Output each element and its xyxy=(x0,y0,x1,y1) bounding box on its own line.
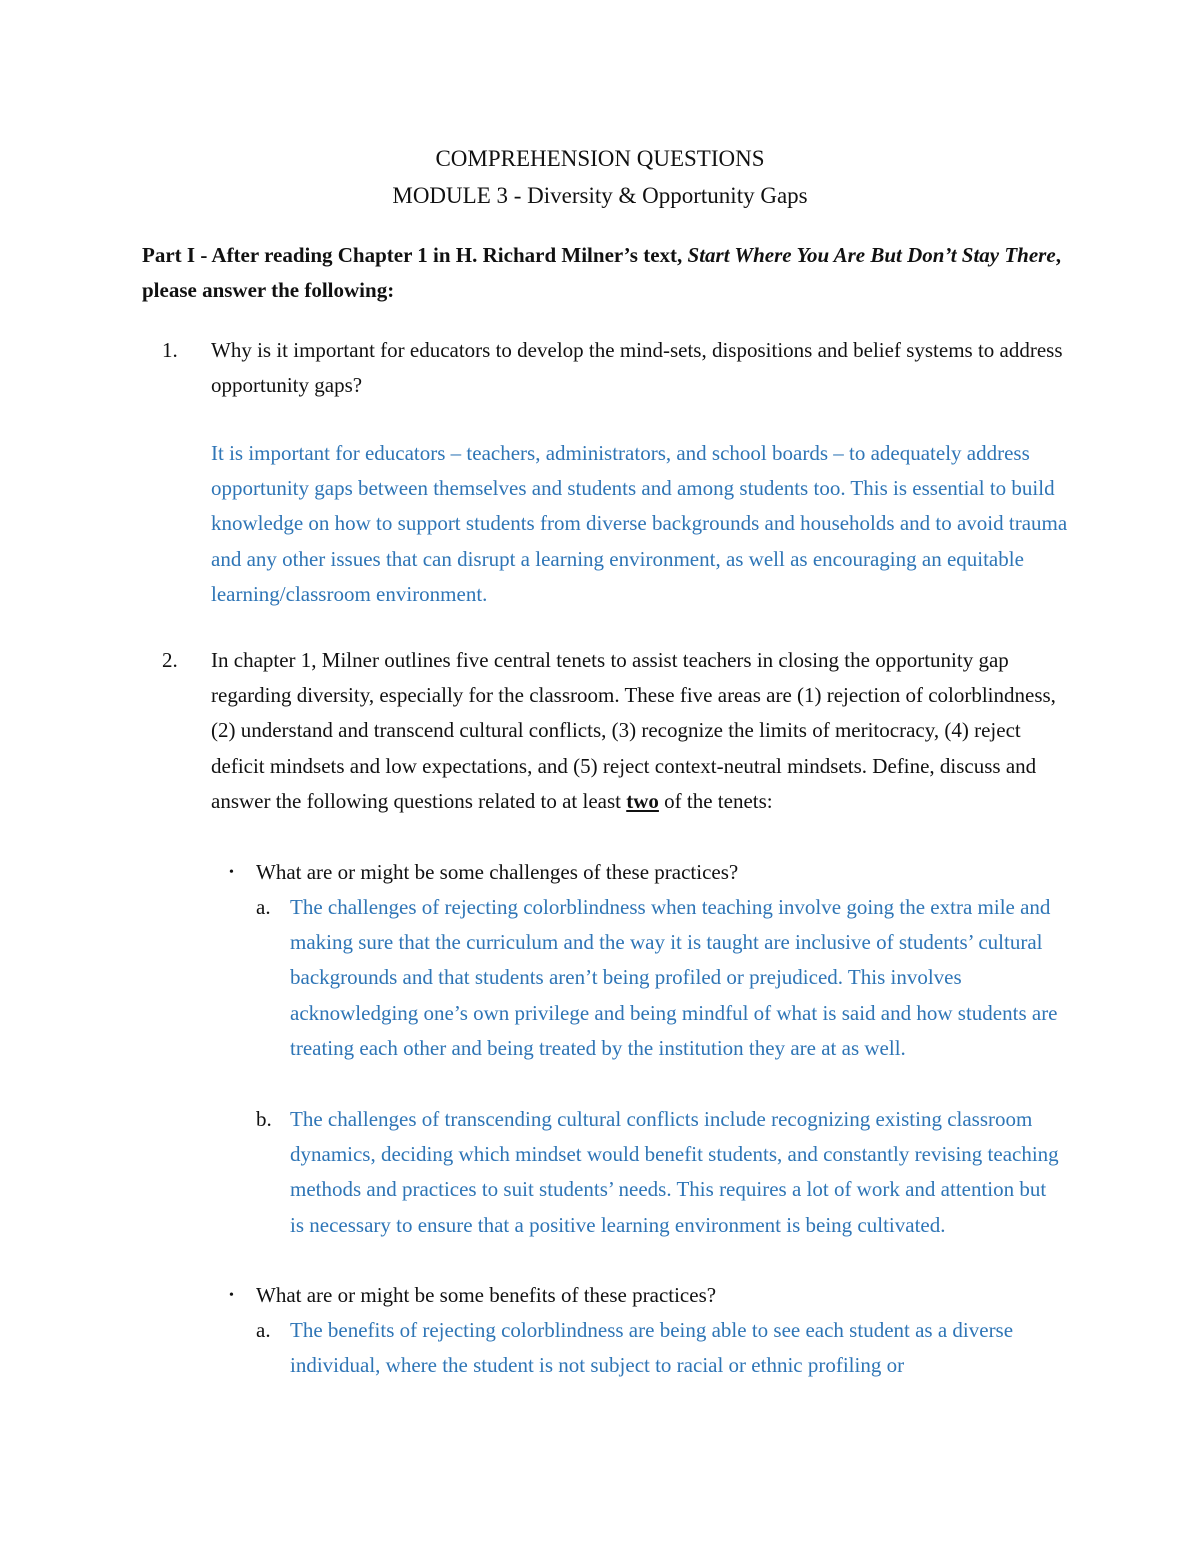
challenges-a-label: a. xyxy=(256,895,271,919)
question-1-text: Why is it important for educators to develop the mind-sets, dispositions and belief systems to address opportunity gaps? xyxy=(211,338,1063,398)
bullet-marker: • xyxy=(229,865,234,880)
document-title: COMPREHENSION QUESTIONS xyxy=(435,146,765,171)
challenges-a-answer: The challenges of rejecting colorblindness when teaching involve going the extra mile and making sure that the curriculum and the way it is taught are inclusive of students’ cultural backgrounds and that students aren’t being profiled or prejudiced. This involves acknowledging one’s own privilege and being mindful of what is said and how students are treating each other and being treated by the institution they are at as well. xyxy=(290,895,1058,1060)
question-2-number: 2. xyxy=(162,648,178,672)
benefits-prompt: What are or might be some benefits of these practices? xyxy=(256,1283,717,1307)
question-1-number: 1. xyxy=(162,338,178,362)
challenges-prompt: What are or might be some challenges of these practices? xyxy=(256,860,739,884)
challenges-b-label: b. xyxy=(256,1107,272,1131)
question-1-answer: It is important for educators – teachers, administrators, and school boards – to adequately address opportunity gaps between themselves and students and among students too. This is essential to build knowledge on how to support students from diverse backgrounds and households and to avoid trauma and any other issues that can disrupt a learning environment, as well as encouraging an equitable learning/classroom environment. xyxy=(211,441,1068,606)
part-one-instructions xyxy=(142,238,1062,308)
benefits-a-label: a. xyxy=(256,1318,271,1342)
intro-suffix: , please answer the following: xyxy=(142,243,1061,302)
document-subtitle: MODULE 3 - Diversity & Opportunity Gaps xyxy=(392,183,808,208)
benefits-a-answer: The benefits of rejecting colorblindness are being able to see each student as a diverse individual, where the student is not subject to racial or ethnic profiling or xyxy=(290,1318,1014,1378)
intro-prefix: Part I - After reading Chapter 1 in H. Richard Milner’s text, xyxy=(142,243,688,267)
question-2-text-after: of the tenets: xyxy=(658,788,773,813)
question-2-text-before: In chapter 1, Milner outlines five central tenets to assist teachers in closing the opportunity gap regarding diversity, especially for the classroom. These five areas are (1) rejection of colorblindness, (2) understand and transcend cultural conflicts, (3) recognize the limits of meritocracy, (4) reject deficit mindsets and low expectations, and (5) reject context-neutral mindsets. Define, discuss and answer the following questions related to at least xyxy=(211,648,1056,813)
book-title: Start Where You Are But Don’t Stay There xyxy=(687,243,1056,267)
question-2-emphasis: two xyxy=(626,788,659,813)
question-2-text xyxy=(211,643,1071,819)
challenges-b-answer: The challenges of transcending cultural conflicts include recognizing existing classroom dynamics, deciding which mindset would benefit students, and constantly revising teaching methods and practices to suit students’ needs. This requires a lot of work and attention but is necessary to ensure that a positive learning environment is being cultivated. xyxy=(290,1107,1059,1237)
bullet-marker: • xyxy=(229,1288,234,1303)
